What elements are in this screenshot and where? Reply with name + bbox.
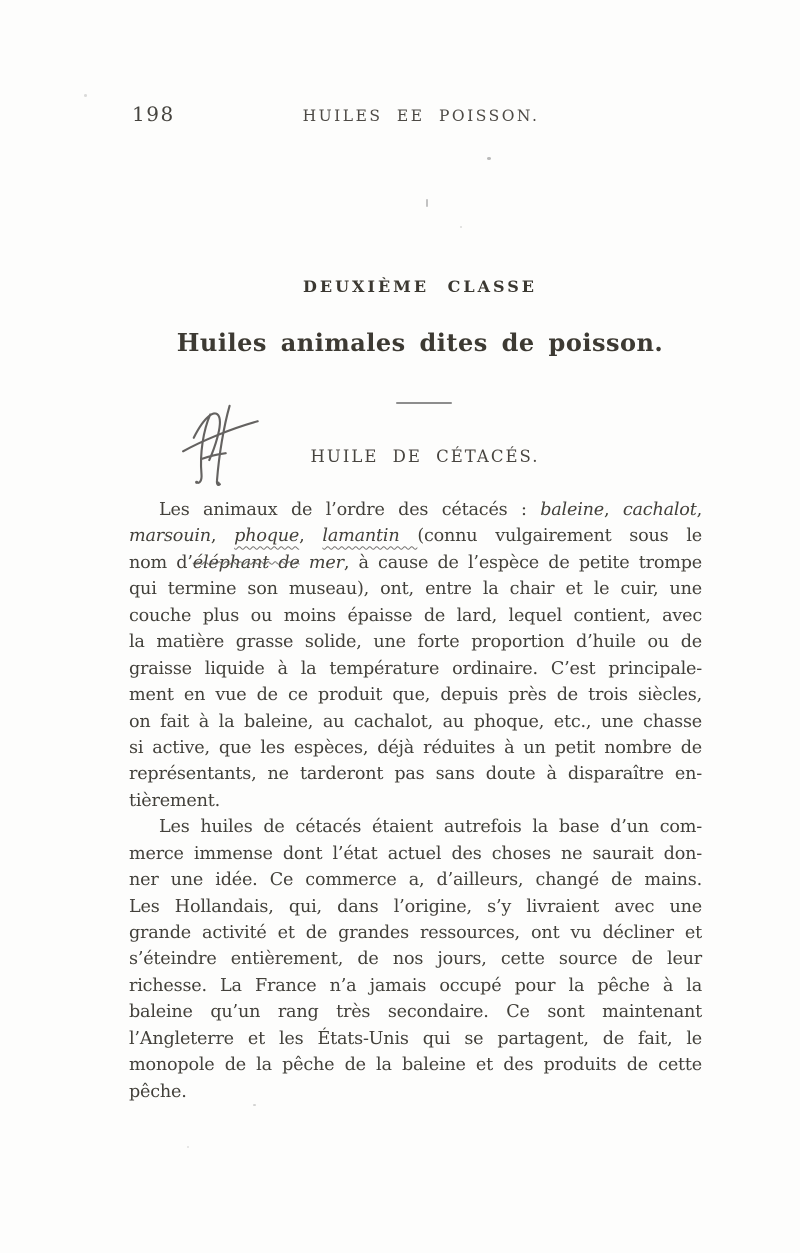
scan-speck	[487, 157, 491, 160]
body-text-segment: l’Angleterre et les États-Unis qui se partagent, de fait, le	[129, 1028, 702, 1049]
body-text	[129, 497, 702, 1105]
pencil-annotated-word: éléphant de	[192, 552, 300, 573]
running-head: HUILES EE POISSON.	[302, 107, 540, 125]
body-line	[129, 603, 702, 629]
scan-speck	[460, 226, 462, 228]
body-line	[129, 946, 702, 972]
body-text-segment: marsouin	[129, 526, 211, 547]
handwritten-scribble-mark	[173, 399, 261, 491]
body-text-segment: qui termine son museau), ont, entre la chair et le cuir, une	[129, 579, 702, 600]
body-text-segment: merce immense dont l’état actuel des choses ne saurait don-	[129, 843, 702, 864]
scan-speck	[84, 94, 87, 97]
body-text-segment: ment en vue de ce produit que, depuis près de trois siècles,	[129, 685, 702, 706]
class-heading: DEUXIÈME CLASSE	[303, 277, 537, 296]
body-text-segment: , à cause de l’espèce de petite trompe	[343, 552, 702, 573]
body-line	[129, 973, 702, 999]
body-text-segment: Les Hollandais, qui, dans l’origine, s’y livraient avec une	[129, 896, 702, 917]
body-line	[129, 814, 702, 840]
body-text-segment: richesse. La France n’a jamais occupé pour la pêche à la	[129, 975, 702, 996]
section-heading: HUILE DE CÉTACÉS.	[310, 447, 540, 466]
body-line	[129, 709, 702, 735]
body-line	[129, 1026, 702, 1052]
body-text-segment: baleine	[540, 500, 604, 520]
section-divider	[396, 402, 452, 404]
body-line	[129, 550, 702, 576]
scan-speck	[187, 1146, 189, 1148]
scan-speck	[426, 199, 428, 207]
pencil-annotated-word: lamantin	[322, 526, 418, 547]
body-text-segment: graisse liquide à la température ordinaire. C’est principale-	[129, 658, 702, 679]
body-text-segment: tièrement.	[129, 790, 221, 811]
pencil-annotated-word: phoque	[234, 526, 300, 547]
body-line	[129, 682, 702, 708]
body-line	[129, 629, 702, 655]
body-text-segment: baleine qu’un rang très secondaire. Ce sont maintenant	[129, 1002, 702, 1023]
body-line	[129, 523, 702, 549]
body-line	[129, 867, 702, 893]
body-line	[129, 656, 702, 682]
body-text-segment: grande activité et de grandes ressources, ont vu décliner et	[129, 923, 702, 943]
body-line	[129, 761, 702, 787]
body-text-segment: ,	[603, 500, 623, 520]
body-line	[129, 841, 702, 867]
body-text-segment: (connu vulgairement sous le	[417, 526, 702, 547]
body-text-segment: monopole de la pêche de la baleine et des produits de cette	[129, 1055, 702, 1076]
body-text-segment: cachalot	[622, 500, 697, 520]
body-text-segment: Les huiles de cétacés étaient autrefois la base d’un com-	[159, 817, 702, 838]
body-text-segment: ,	[696, 500, 702, 520]
body-text-segment: mer	[299, 552, 344, 573]
body-line	[129, 1052, 702, 1078]
body-line	[129, 576, 702, 602]
body-text-segment: la matière grasse solide, une forte proportion d’huile ou de	[129, 632, 702, 653]
body-text-segment: ,	[299, 526, 323, 547]
body-text-segment: couche plus ou moins épaisse de lard, lequel contient, avec	[129, 605, 702, 626]
body-line	[129, 497, 702, 523]
body-line	[129, 920, 702, 946]
body-line	[129, 999, 702, 1025]
body-line	[129, 1079, 702, 1105]
body-line	[129, 735, 702, 761]
body-text-segment: Les animaux de l’ordre des cétacés :	[159, 500, 541, 520]
body-text-segment: on fait à la baleine, au cachalot, au phoque, etc., une chasse	[129, 711, 702, 732]
body-text-segment: nom d’	[129, 552, 193, 573]
body-line	[129, 894, 702, 920]
body-text-segment: ner une idée. Ce commerce a, d’ailleurs, changé de mains.	[129, 870, 702, 891]
body-text-segment: ,	[210, 526, 235, 547]
body-text-segment: si active, que les espèces, déjà réduites à un petit nombre de	[129, 737, 702, 758]
body-text-segment: s’éteindre entièrement, de nos jours, cette source de leur	[129, 949, 702, 970]
chapter-title: Huiles animales dites de poisson.	[176, 328, 664, 357]
body-line	[129, 788, 702, 814]
body-text-segment: représentants, ne tarderont pas sans doute à disparaître en-	[129, 764, 702, 785]
body-text-segment: pêche.	[129, 1081, 187, 1102]
page-number: 198	[132, 102, 175, 126]
